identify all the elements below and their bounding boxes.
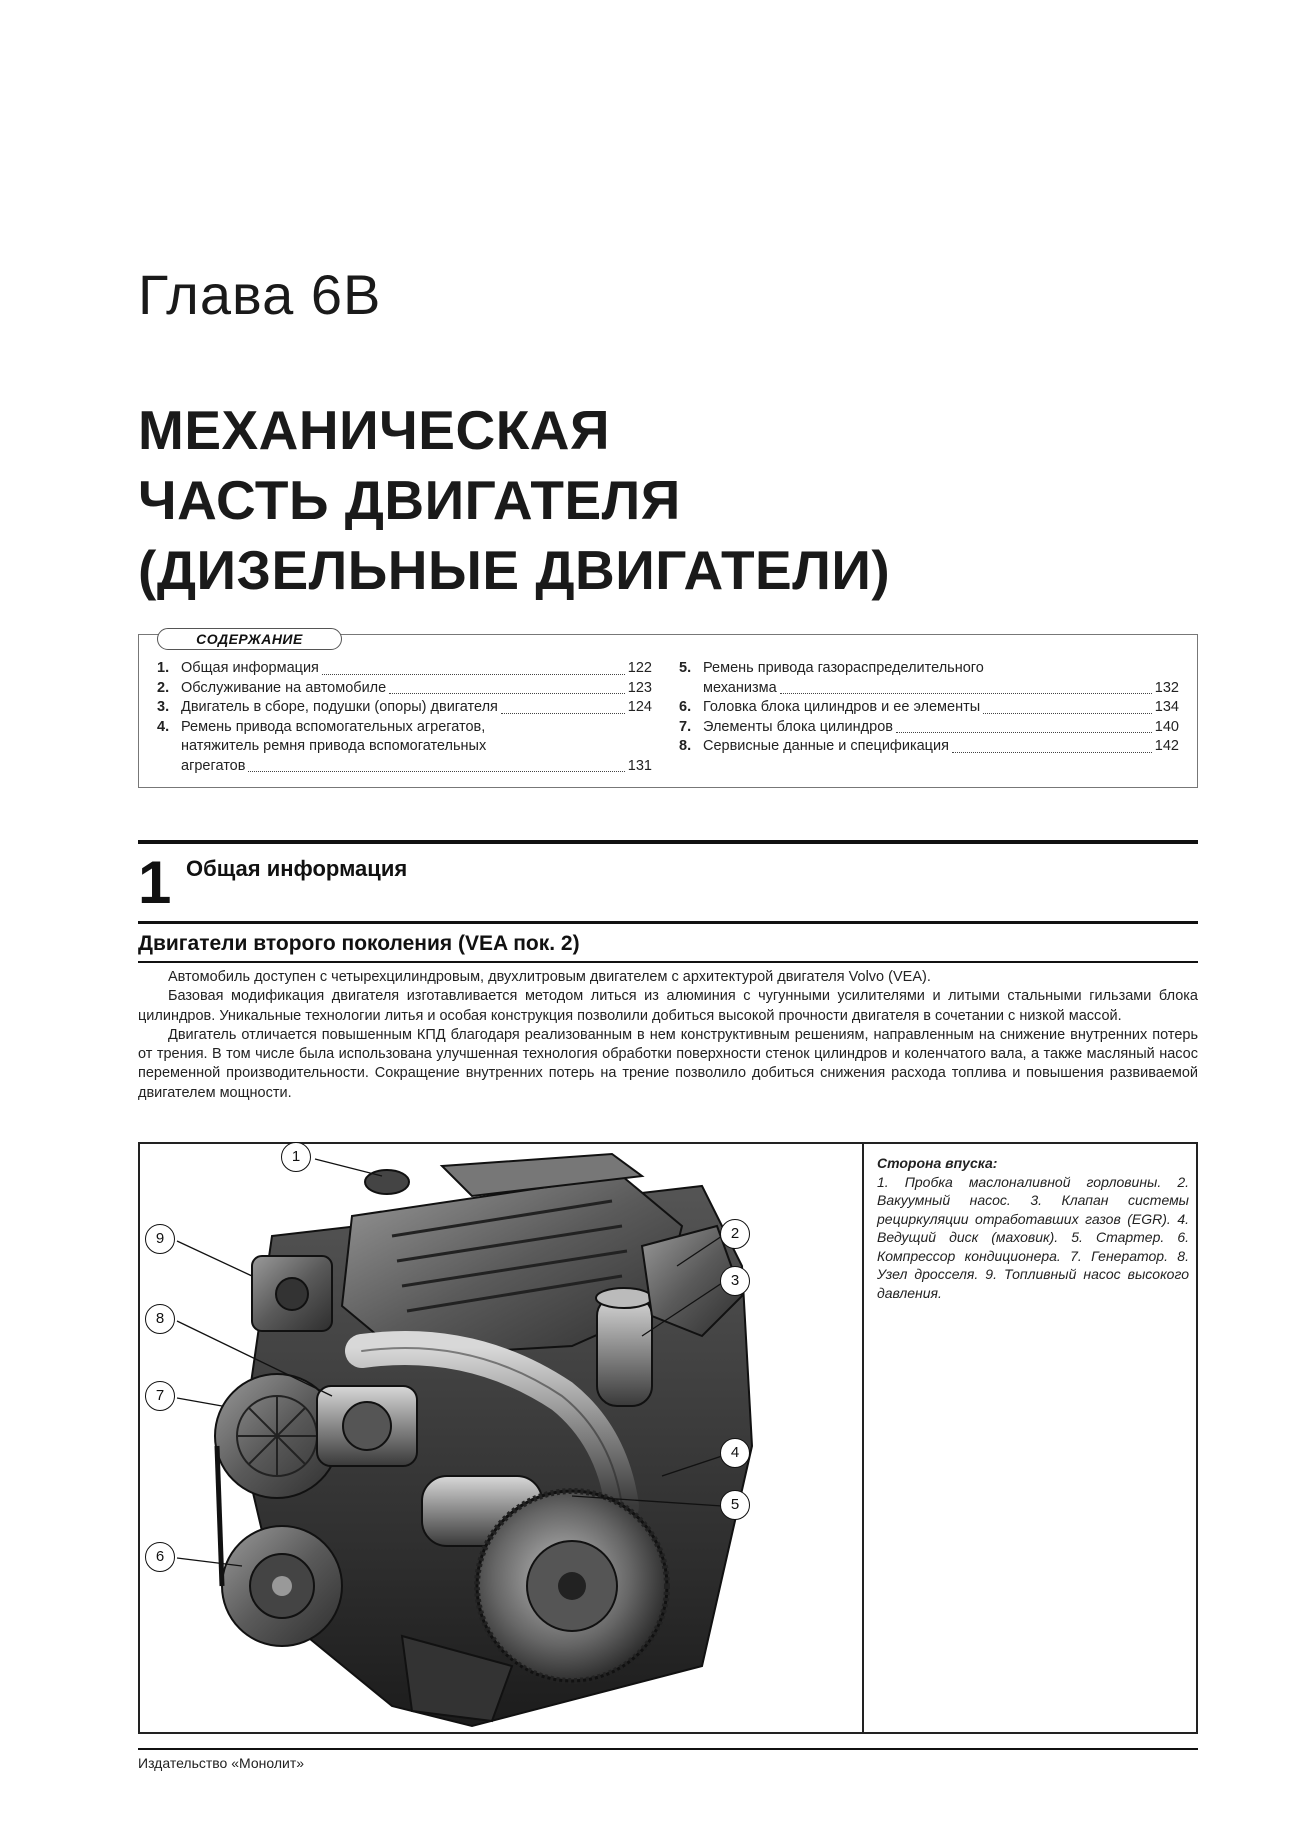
section-number: 1	[138, 849, 172, 916]
toc-item[interactable]	[157, 718, 652, 777]
callout-marker: 2	[720, 1219, 750, 1249]
main-title-line: (ДИЗЕЛЬНЫЕ ДВИГАТЕЛИ)	[138, 539, 891, 601]
toc-item-number: 4.	[157, 718, 170, 735]
toc-item-text: Двигатель в сборе, подушки (опоры) двигателя	[181, 699, 498, 715]
toc-item-number: 5.	[679, 660, 692, 676]
footer-publisher: Издательство «Монолит»	[138, 1755, 305, 1771]
main-title-line: ЧАСТЬ ДВИГАТЕЛЯ	[138, 469, 681, 531]
toc-item-text: Сервисные данные и спецификация	[703, 738, 949, 754]
figure-caption	[877, 1154, 1189, 1302]
toc-item[interactable]	[679, 737, 1179, 757]
callout-marker: 9	[145, 1224, 175, 1254]
callout-marker: 3	[720, 1266, 750, 1296]
body-text	[138, 968, 1198, 1103]
toc-item-text: Общая информация	[181, 660, 319, 676]
toc-item-text-line: механизма	[703, 679, 777, 696]
callout-marker: 6	[145, 1542, 175, 1572]
toc-item[interactable]	[157, 698, 652, 718]
toc-item-page: 123	[627, 679, 652, 696]
section-rule-bottom	[138, 921, 1198, 924]
toc-item-text: Элементы блока цилиндров	[703, 718, 893, 735]
egr-valve	[597, 1296, 652, 1406]
toc-item-number: 8.	[679, 738, 692, 754]
toc-item-page: 142	[1154, 738, 1179, 754]
paragraph: Двигатель отличается повышенным КПД благодаря реализованным в нем конструктивным решениям, направленным на снижение внутренних потерь от трения. В том числе была использована улучшенная технология обработки поверхности стенок цилиндров и коленчатого вала, а также масляный насос переменной производительности. Сокращение внутренних потерь на трение позволило добиться снижения расхода топлива и повышения развиваемой двигателем мощности.	[138, 1026, 1198, 1101]
toc-heading: СОДЕРЖАНИЕ	[157, 628, 342, 650]
callout-marker: 4	[720, 1438, 750, 1468]
toc-item-text-line: Ремень привода газораспределительного	[703, 660, 984, 676]
toc-item-number: 7.	[679, 718, 692, 735]
accessory-belt	[217, 1446, 222, 1586]
toc-item[interactable]	[679, 718, 1179, 738]
callout-marker: 8	[145, 1304, 175, 1334]
toc-item-text: Головка блока цилиндров и ее элементы	[703, 699, 981, 715]
toc-item-page: 122	[627, 660, 652, 676]
callout-marker: 1	[281, 1142, 311, 1172]
toc-item-text-line: агрегатов	[181, 757, 246, 774]
toc-item[interactable]	[157, 659, 652, 679]
footer-rule	[138, 1748, 1198, 1750]
toc-item-page: 131	[627, 757, 652, 774]
paragraph: Базовая модификация двигателя изготавливается методом литься из алюминия с чугунными усилителями и литыми стальными гильзами блока цилиндров. Уникальные технологии литья и особая конструкция позволили добиться высокой прочности двигателя в сочетании с низкой массой.	[138, 988, 1198, 1024]
toc-item-page: 140	[1154, 718, 1179, 735]
subsection-title: Двигатели второго поколения (VEA пок. 2)	[138, 932, 580, 955]
figure-box	[138, 1142, 1198, 1734]
main-title-line: МЕХАНИЧЕСКАЯ	[138, 399, 611, 461]
paragraph: Автомобиль доступен с четырехцилиндровым, двухлитровым двигателем с архитектурой двигателя Volvo (VEA).	[168, 969, 931, 985]
figure-divider	[862, 1144, 864, 1732]
toc-item-text-line: натяжитель ремня привода вспомогательных	[181, 738, 487, 754]
chapter-label: Глава 6В	[138, 263, 382, 326]
toc-item-text-line: Ремень привода вспомогательных агрегатов,	[181, 718, 486, 735]
toc-column-left	[157, 659, 652, 776]
toc-item[interactable]	[679, 659, 1179, 698]
toc-item-number: 2.	[157, 679, 170, 696]
toc-item-page: 124	[627, 699, 652, 715]
caption-title: Сторона впуска:	[877, 1155, 998, 1171]
toc-item-text: Обслуживание на автомобиле	[181, 679, 387, 696]
engine-illustration	[142, 1146, 860, 1732]
caption-text: 1. Пробка маслоналивной горловины. 2. Вакуумный насос. 3. Клапан системы рециркуляции отработавших газов (EGR). 4. Ведущий диск (маховик). 5. Стартер. 6. Компрессор кондиционера. 7. Генератор. 8. Узел дросселя. 9. Топливный насос высокого давления.	[877, 1173, 1189, 1301]
toc-item-number: 3.	[157, 699, 170, 715]
toc-item-page: 132	[1154, 679, 1179, 696]
subsection-rule	[138, 961, 1198, 963]
toc-item[interactable]	[157, 679, 652, 699]
section-rule-top	[138, 840, 1198, 844]
toc-item-number: 1.	[157, 660, 170, 676]
main-title	[138, 395, 1188, 605]
section-title: Общая информация	[186, 856, 408, 881]
toc-item-number: 6.	[679, 699, 692, 715]
callout-marker: 5	[720, 1490, 750, 1520]
toc-column-right	[679, 659, 1179, 757]
callout-marker: 7	[145, 1381, 175, 1411]
toc-item-page: 134	[1154, 699, 1179, 715]
toc-item[interactable]	[679, 698, 1179, 718]
table-of-contents	[138, 631, 1198, 788]
